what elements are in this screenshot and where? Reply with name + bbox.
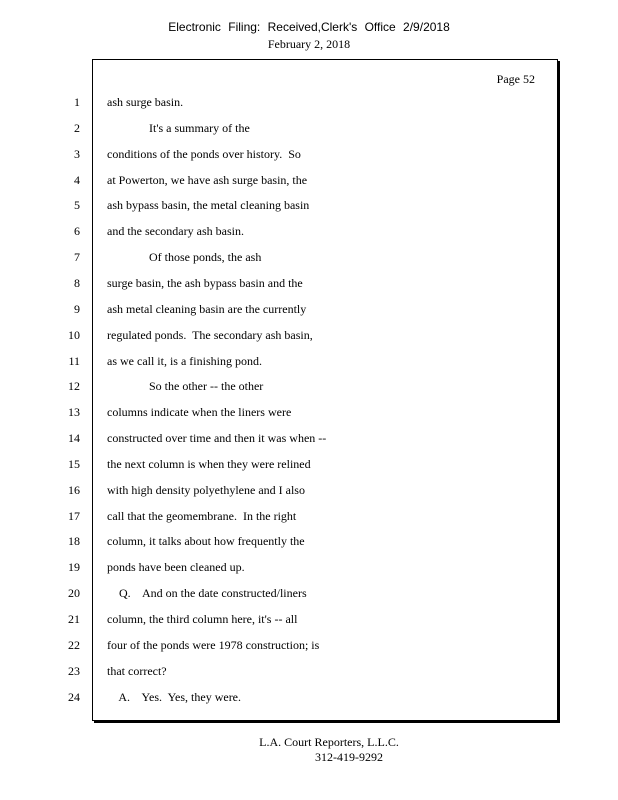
line-number: 21 [68,612,80,626]
line-text: A. Yes. Yes, they were. [107,690,242,704]
line-number: 5 [74,198,80,212]
line-text: column, it talks about how frequently the [107,534,305,548]
line-text: ash surge basin. [107,95,184,109]
line-number: 4 [74,173,80,187]
line-number: 9 [74,302,80,316]
line-text: the next column is when they were relined [107,457,311,471]
line-text: with high density polyethylene and I also [107,483,305,497]
line-text: ash metal cleaning basin are the currently [107,302,307,316]
filing-stamp: Electronic Filing: Received,Clerk's Office 2/9/2018 [168,20,450,34]
line-text: ash bypass basin, the metal cleaning basin [107,198,310,212]
line-number: 12 [68,379,80,393]
reporter-name: L.A. Court Reporters, L.L.C. [259,735,399,749]
line-text: So the other -- the other [107,379,264,393]
line-number: 20 [68,586,80,600]
line-number: 15 [68,457,80,471]
line-number: 17 [68,509,80,523]
line-number: 24 [68,690,80,704]
line-text: that correct? [107,664,167,678]
line-number: 8 [74,276,80,290]
line-text: It's a summary of the [107,121,250,135]
line-number: 14 [68,431,80,445]
reporter-phone: 312-419-9292 [315,750,383,764]
line-number: 3 [74,147,80,161]
line-text: conditions of the ponds over history. So [107,147,301,161]
line-text: Of those ponds, the ash [107,250,262,264]
filing-date: February 2, 2018 [267,37,351,51]
page-number: Page 52 [496,72,535,86]
line-number: 1 [74,95,80,109]
line-text: surge basin, the ash bypass basin and the [107,276,303,290]
line-text: at Powerton, we have ash surge basin, the [107,173,308,187]
line-number: 2 [74,121,80,135]
line-text: as we call it, is a finishing pond. [107,354,262,368]
line-number: 23 [68,664,80,678]
line-number: 11 [68,354,80,368]
line-text: Q. And on the date constructed/liners [107,586,307,600]
line-text: four of the ponds were 1978 construction; is [107,638,320,652]
line-number: 6 [74,224,80,238]
line-number: 16 [68,483,80,497]
line-text: columns indicate when the liners were [107,405,292,419]
line-number: 13 [68,405,80,419]
line-number: 10 [68,328,80,342]
line-text: regulated ponds. The secondary ash basin, [107,328,313,342]
line-text: constructed over time and then it was when -- [107,431,327,445]
line-text: column, the third column here, it's -- all [107,612,298,626]
line-number: 19 [68,560,80,574]
line-text: and the secondary ash basin. [107,224,244,238]
line-number: 22 [68,638,80,652]
line-number: 7 [74,250,80,264]
line-number: 18 [68,534,80,548]
line-text: call that the geomembrane. In the right [107,509,297,523]
line-text: ponds have been cleaned up. [107,560,245,574]
